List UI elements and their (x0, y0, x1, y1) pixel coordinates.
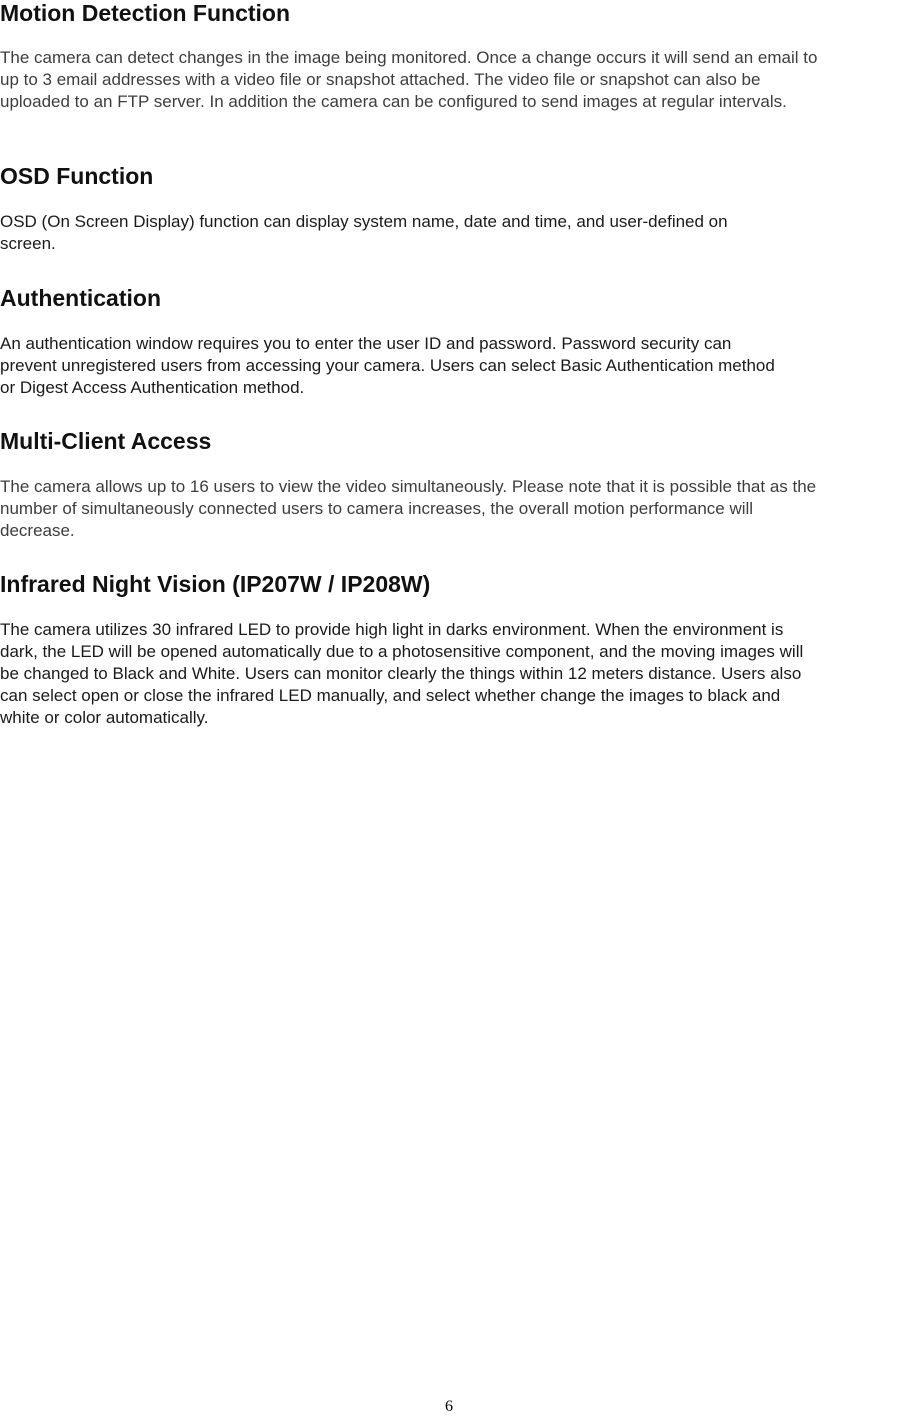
body-line: prevent unregistered users from accessing your camera. Users can select Basic Authentication method (0, 356, 775, 375)
section-motion-detection (0, 0, 898, 113)
body-line: uploaded to an FTP server. In addition the camera can be configured to send images at regular intervals. (0, 92, 787, 111)
body-line: or Digest Access Authentication method. (0, 378, 305, 397)
body-line: be changed to Black and White. Users can monitor clearly the things within 12 meters distance. Users also (0, 664, 802, 683)
section-infrared (0, 571, 898, 729)
body-line: The camera can detect changes in the image being monitored. Once a change occurs it will send an email to (0, 48, 818, 67)
section-heading: Authentication (0, 285, 161, 311)
body-line: The camera utilizes 30 infrared LED to provide high light in darks environment. When the environment is (0, 620, 784, 639)
section-multi-client (0, 428, 898, 542)
body-line: up to 3 email addresses with a video file or snapshot attached. The video file or snapshot can also be (0, 70, 761, 89)
body-line: An authentication window requires you to enter the user ID and password. Password security can (0, 334, 732, 353)
section-heading: Infrared Night Vision (IP207W / IP208W) (0, 571, 431, 597)
body-line: The camera allows up to 16 users to view the video simultaneously. Please note that it is possible that as the (0, 477, 817, 496)
section-body (0, 47, 898, 113)
body-line: can select open or close the infrared LED manually, and select whether change the images to black and (0, 686, 781, 705)
page-number: 6 (445, 1398, 453, 1415)
section-osd (0, 163, 898, 255)
body-line: white or color automatically. (0, 708, 209, 727)
body-line: decrease. (0, 521, 75, 540)
section-body (0, 476, 898, 542)
section-heading: Motion Detection Function (0, 0, 291, 26)
body-line: dark, the LED will be opened automatically due to a photosensitive component, and the moving images will (0, 642, 804, 661)
body-line: OSD (On Screen Display) function can display system name, date and time, and user-defined on (0, 212, 728, 231)
section-body (0, 333, 898, 399)
body-line: number of simultaneously connected users to camera increases, the overall motion performance will (0, 499, 754, 518)
section-body (0, 211, 898, 255)
section-heading: OSD Function (0, 163, 154, 189)
section-heading: Multi-Client Access (0, 428, 212, 454)
section-authentication (0, 285, 898, 399)
body-line: screen. (0, 234, 56, 253)
section-body (0, 619, 898, 729)
